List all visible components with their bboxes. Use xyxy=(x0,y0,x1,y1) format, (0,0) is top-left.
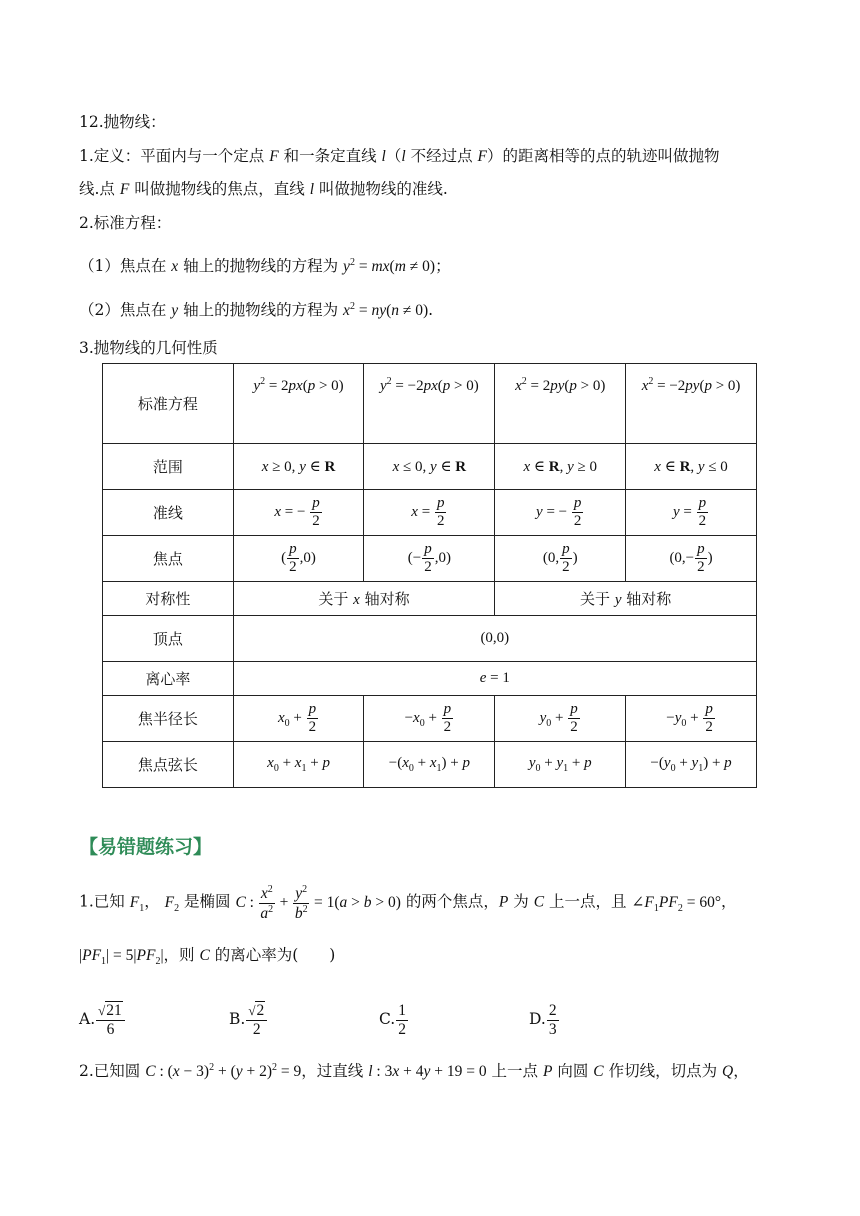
definition-line-1: 1.定义：平面内与一个定点 F 和一条定直线 l（l 不经过点 F）的距离相等的点的轨迹叫做抛物 xyxy=(79,147,720,165)
range-cell: x ∈ R, y ≥ 0 xyxy=(495,444,626,490)
definition-line-2: 线.点 F 叫做抛物线的焦点，直线 l 叫做抛物线的准线. xyxy=(79,180,448,198)
directrix-cell: y = $\frac{p}{2}$ xyxy=(626,490,757,536)
row-label: 范围 xyxy=(103,444,234,490)
focal-chord-cell: $x_0 + x_1 + p$ xyxy=(233,742,364,788)
directrix-cell: x = $\frac{p}{2}$ xyxy=(364,490,495,536)
equation-cell: $x^2 = -2py(p > 0)$ xyxy=(626,364,757,444)
focal-chord-cell: $-(x_0 + x_1) + p$ xyxy=(364,742,495,788)
row-label: 准线 xyxy=(103,490,234,536)
question-1-stem-line-2: $|PF_1| = 5|PF_2|$，则 C 的离心率为( ) xyxy=(79,946,336,968)
standard-equation-item-2: （2）焦点在 y 轴上的抛物线的方程为 $x^2 = ny(n \ne 0)$. xyxy=(79,301,434,320)
table-row xyxy=(103,742,757,788)
standard-equation-title: 2.标准方程： xyxy=(79,214,172,232)
table-row xyxy=(103,444,757,490)
row-label: 标准方程 xyxy=(103,364,234,444)
directrix-cell: y = − $\frac{p}{2}$ xyxy=(495,490,626,536)
standard-equation-item-1: （1）焦点在 x 轴上的抛物线的方程为 $y^2 = mx(m \ne 0)$； xyxy=(79,257,451,276)
practice-section-title: 【易错题练习】 xyxy=(79,836,213,858)
row-label: 离心率 xyxy=(103,662,234,696)
equation-cell: $y^2 = 2px(p > 0)$ xyxy=(233,364,364,444)
table-row xyxy=(103,616,757,662)
properties-title: 3.抛物线的几何性质 xyxy=(79,339,218,357)
focus-cell: (0,− $\frac{p}{2}$ ) xyxy=(626,536,757,582)
option-d[interactable]: D. $\frac{2}{3}$ xyxy=(529,1002,557,1038)
parabola-properties-table xyxy=(102,363,757,788)
focal-radius-cell: $y_0$ + $\frac{p}{2}$ xyxy=(495,696,626,742)
focal-radius-cell: $-x_0$ + $\frac{p}{2}$ xyxy=(364,696,495,742)
row-label: 焦点 xyxy=(103,536,234,582)
row-label: 焦点弦长 xyxy=(103,742,234,788)
table-row xyxy=(103,536,757,582)
focus-cell: ( $\frac{p}{2}$ ,0) xyxy=(233,536,364,582)
focus-cell: (− $\frac{p}{2}$ ,0) xyxy=(364,536,495,582)
question-1-stem-line-1: 1.已知 $F_1$， $F_2$ 是椭圆 C : $\frac{x^2}{a^2}$ + $\frac{y^2}{b^2}$ = 1(a > b > 0) 的两个焦点，P 为 C 上一点，且 $\angle F_1PF_2 = 60^\circ$， xyxy=(79,884,737,922)
equation-cell: $y^2 = -2px(p > 0)$ xyxy=(364,364,495,444)
question-2-stem: 2.已知圆 C : $(x - 3)^2 + (y + 2)^2 = 9$，过直线 l : 3x + 4y + 19 = 0 上一点 P 向圆 C 作切线，切点为 Q， xyxy=(79,1062,749,1081)
option-c[interactable]: C. $\frac{1}{2}$ xyxy=(379,1002,406,1038)
option-b[interactable]: B. $\frac{√2}{2}$ xyxy=(229,1003,379,1037)
focal-radius-cell: $-y_0$ + $\frac{p}{2}$ xyxy=(626,696,757,742)
row-label: 顶点 xyxy=(103,616,234,662)
row-label: 焦半径长 xyxy=(103,696,234,742)
table-row xyxy=(103,662,757,696)
equation-cell: $x^2 = 2py(p > 0)$ xyxy=(495,364,626,444)
vertex-cell: (0,0) xyxy=(233,616,756,662)
focal-chord-cell: $y_0 + y_1 + p$ xyxy=(495,742,626,788)
option-a[interactable]: A. $\frac{√21}{6}$ xyxy=(79,1003,229,1037)
section-heading: 12.抛物线： xyxy=(79,113,166,131)
range-cell: x ≥ 0, y ∈ R xyxy=(233,444,364,490)
table-row xyxy=(103,582,757,616)
focal-radius-cell: $x_0$ + $\frac{p}{2}$ xyxy=(233,696,364,742)
table-row xyxy=(103,696,757,742)
range-cell: x ≤ 0, y ∈ R xyxy=(364,444,495,490)
range-cell: x ∈ R, y ≤ 0 xyxy=(626,444,757,490)
table-row xyxy=(103,490,757,536)
question-1-options xyxy=(79,1003,649,1037)
focal-chord-cell: $-(y_0 + y_1) + p$ xyxy=(626,742,757,788)
symmetry-cell: 关于 x 轴对称 xyxy=(233,582,495,616)
row-label: 对称性 xyxy=(103,582,234,616)
focus-cell: (0, $\frac{p}{2}$ ) xyxy=(495,536,626,582)
table-row xyxy=(103,364,757,444)
symmetry-cell: 关于 y 轴对称 xyxy=(495,582,757,616)
eccentricity-cell: e = 1 xyxy=(233,662,756,696)
directrix-cell: x = − $\frac{p}{2}$ xyxy=(233,490,364,536)
